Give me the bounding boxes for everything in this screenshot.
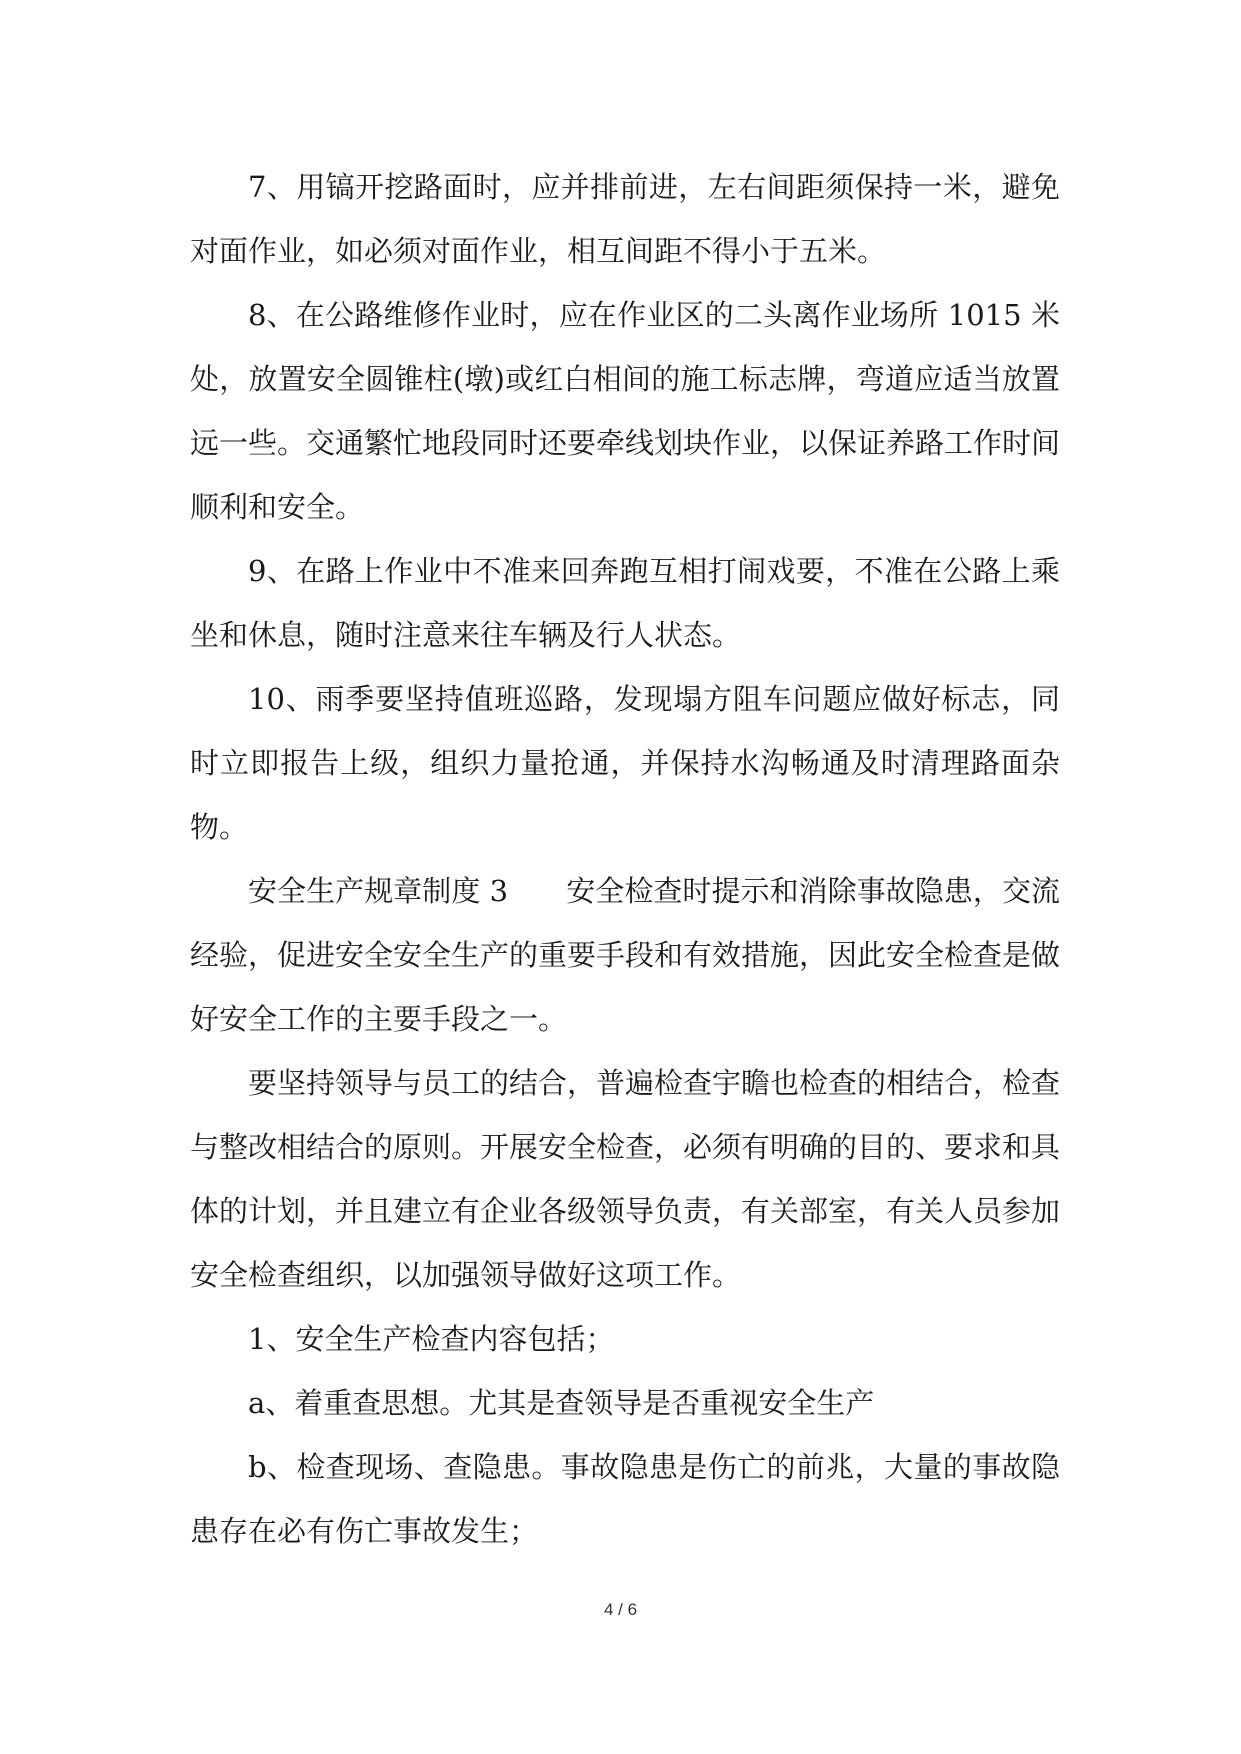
paragraph-principles: 要坚持领导与员工的结合，普遍检查宇瞻也检查的相结合，检查与整改相结合的原则。开展安全检查，必须有明确的目的、要求和具体的计划，并且建立有企业各级领导负责，有关部室，有关人员参加安全检查组织，以加强领导做好这项工作。 — [190, 1066, 1061, 1292]
paragraph-10: 10、雨季要坚持值班巡路，发现塌方阻车问题应做好标志，同时立即报告上级，组织力量抢通，并保持水沟畅通及时清理路面杂物。 — [190, 682, 1060, 844]
paragraph-section-3-intro: 安全生产规章制度 3 安全检查时提示和消除事故隐患，交流经验，促进安全安全生产的重要手段和有效措施，因此安全检查是做好安全工作的主要手段之一。 — [190, 874, 1061, 1036]
paragraph-7: 7、用镐开挖路面时，应并排前进，左右间距须保持一米，避免对面作业，如必须对面作业，相互间距不得小于五米。 — [190, 170, 1060, 268]
paragraph-9: 9、在路上作业中不准来回奔跑互相打闹戏要，不准在公路上乘坐和休息，随时注意来往车辆及行人状态。 — [190, 554, 1060, 652]
page-number: 4 / 6 — [603, 1600, 638, 1619]
paragraph-inspection-contents: 1、安全生产检查内容包括； — [248, 1322, 615, 1356]
paragraph-item-a: a、着重查思想。尤其是查领导是否重视安全生产 — [248, 1386, 875, 1420]
document-body — [190, 155, 1060, 1563]
paragraph-8: 8、在公路维修作业时，应在作业区的二头离作业场所 1015 米处，放置安全圆锥柱(墩)或红白相间的施工标志牌，弯道应适当放置远一些。交通繁忙地段同时还要牵线划块作业，以保证养路工作时间顺利和安全。 — [190, 298, 1061, 524]
paragraph-item-b: b、检查现场、查隐患。事故隐患是伤亡的前兆，大量的事故隐患存在必有伤亡事故发生； — [190, 1450, 1060, 1548]
